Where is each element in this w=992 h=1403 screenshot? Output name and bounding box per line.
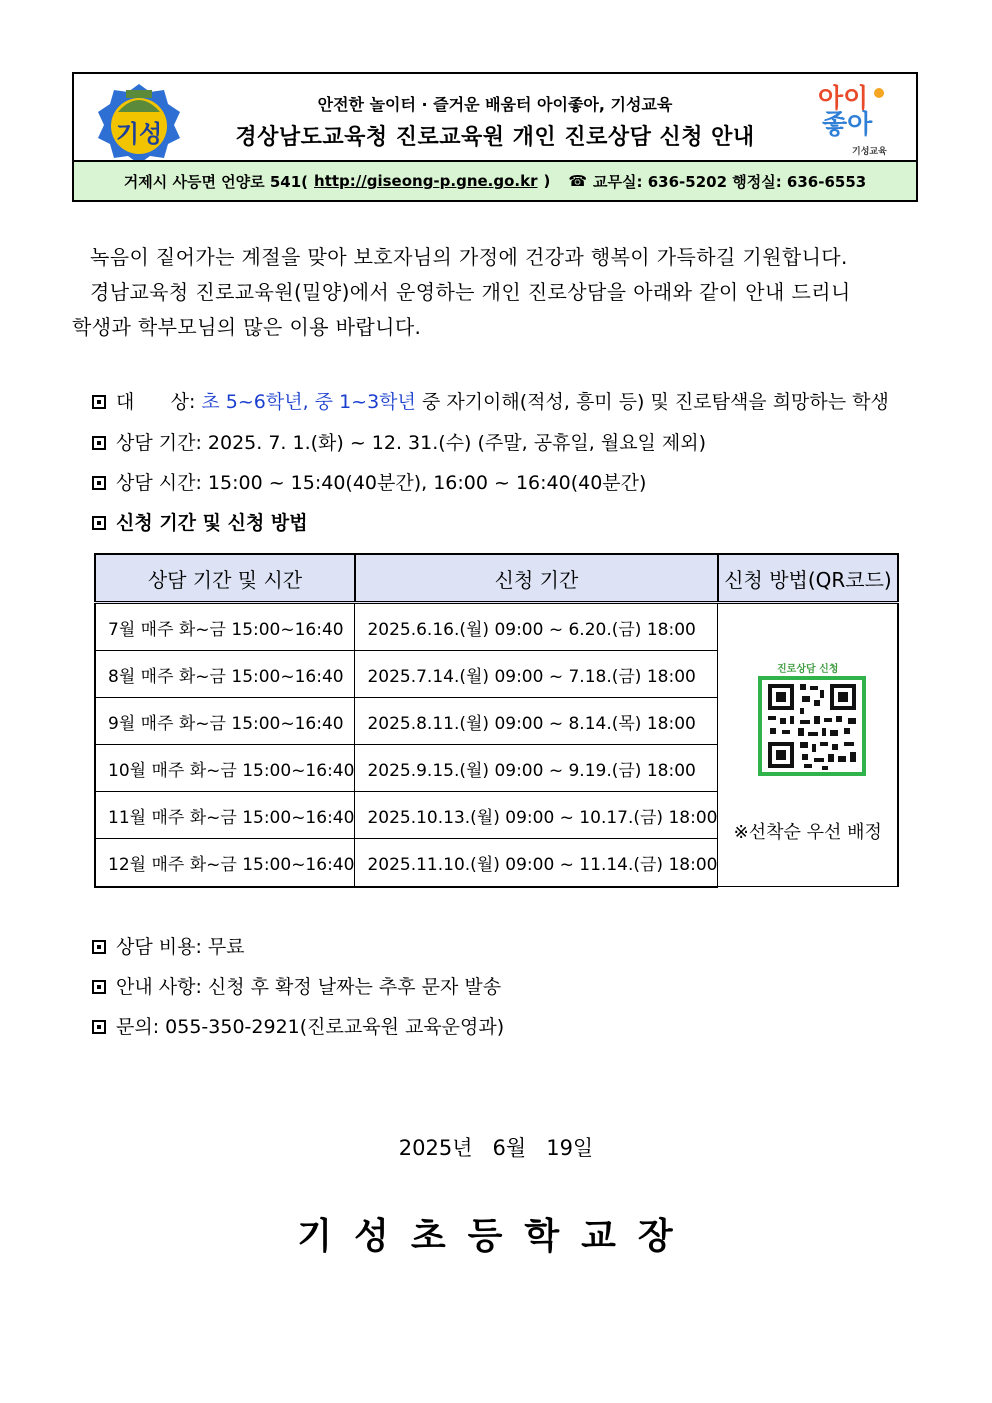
school-website-link[interactable]: http://giseong-p.gne.go.kr [314, 172, 538, 190]
period-bullet [92, 431, 706, 455]
apply-cell: 2025.7.14.(월) 09:00 ~ 7.18.(금) 18:00 [355, 651, 718, 698]
qr-code-image[interactable] [758, 676, 866, 776]
qr-label: 진로상담 신청 [777, 664, 839, 675]
phone-numbers: 교무실: 636-5202 행정실: 636-6553 [593, 172, 867, 191]
brand-logo-line2: 좋아 [822, 110, 873, 140]
target-rest: 중 자기이해(적성, 흥미 등) 및 진로탐색을 희망하는 학생 [421, 391, 889, 413]
period-cell: 12월 매주 화~금 15:00~16:40 [95, 839, 355, 887]
brand-logo [812, 82, 898, 162]
header-slogan: 안전한 놀이터 · 즐거운 배움터 아이좋아, 기성교육 [317, 95, 673, 114]
period-cell: 11월 매주 화~금 15:00~16:40 [95, 792, 355, 839]
bullet-square-icon [92, 980, 106, 994]
period-cell: 9월 매주 화~금 15:00~16:40 [95, 698, 355, 745]
notice-bullet [92, 975, 501, 999]
document-date: 2025년 6월 19일 [398, 1136, 594, 1160]
contact-text: 문의: 055-350-2921(진로교육원 교육운영과) [116, 1016, 505, 1038]
period-cell: 10월 매주 화~금 15:00~16:40 [95, 745, 355, 792]
intro-line-2: 경남교육청 진로교육원(밀양)에서 운영하는 개인 진로상담을 아래와 같이 안내 드리니 [90, 280, 851, 304]
apply-cell: 2025.6.16.(월) 09:00 ~ 6.20.(금) 18:00 [355, 603, 718, 651]
page-title: 경상남도교육청 진로교육원 개인 진로상담 신청 안내 [235, 125, 755, 150]
column-header-apply: 신청 기간 [355, 554, 718, 603]
phone-icon: ☎ [568, 172, 588, 190]
target-bullet [92, 390, 889, 414]
bullet-square-icon [92, 1020, 106, 1034]
cost-bullet [92, 935, 245, 959]
apply-cell: 2025.11.10.(월) 09:00 ~ 11.14.(금) 18:00 [355, 839, 718, 887]
time-bullet [92, 471, 646, 495]
intro-line-3: 학생과 학부모님의 많은 이용 바랍니다. [72, 315, 422, 339]
period-text: 상담 기간: 2025. 7. 1.(화) ~ 12. 31.(수) (주말, 공휴일, 월요일 제외) [116, 432, 707, 454]
bullet-square-icon [92, 940, 106, 954]
target-highlight: 초 5~6학년, 중 1~3학년 [201, 391, 416, 413]
apply-cell: 2025.10.13.(월) 09:00 ~ 10.17.(금) 18:00 [355, 792, 718, 839]
apply-heading-bullet [92, 511, 308, 535]
column-header-period: 상담 기간 및 시간 [95, 554, 355, 603]
apply-heading: 신청 기간 및 신청 방법 [116, 512, 308, 534]
cost-text: 상담 비용: 무료 [116, 936, 245, 958]
bullet-square-icon [92, 395, 106, 409]
target-label: 대 상: [116, 391, 196, 413]
contact-bullet [92, 1015, 504, 1039]
qr-cell [718, 603, 898, 887]
signature-principal: 기성초등학교장 [297, 1216, 695, 1257]
table-header-row [95, 554, 898, 603]
intro-line-1: 녹음이 짙어가는 계절을 맞아 보호자님의 가정에 건강과 행복이 가득하길 기원합니다. [90, 245, 848, 269]
header-box [72, 72, 918, 202]
bullet-square-icon [92, 476, 106, 490]
contact-bar [74, 160, 916, 200]
brand-logo-line1: 아이 [818, 84, 869, 114]
brand-logo-dot [874, 88, 884, 98]
column-header-method: 신청 방법(QR코드) [718, 554, 898, 603]
period-cell: 7월 매주 화~금 15:00~16:40 [95, 603, 355, 651]
time-text: 상담 시간: 15:00 ~ 15:40(40분간), 16:00 ~ 16:40(40분간) [116, 472, 647, 494]
schedule-table [94, 553, 899, 888]
period-cell: 8월 매주 화~금 15:00~16:40 [95, 651, 355, 698]
emblem-text: 기성 [115, 120, 163, 148]
apply-cell: 2025.9.15.(월) 09:00 ~ 9.19.(금) 18:00 [355, 745, 718, 792]
notice-text: 안내 사항: 신청 후 확정 날짜는 추후 문자 발송 [116, 976, 502, 998]
brand-logo-small: 기성교육 [852, 147, 887, 157]
bullet-square-icon [92, 516, 106, 530]
apply-cell: 2025.8.11.(월) 09:00 ~ 8.14.(목) 18:00 [355, 698, 718, 745]
table-row [95, 603, 898, 651]
qr-note: ※선착순 우선 배정 [733, 822, 882, 843]
bullet-square-icon [92, 436, 106, 450]
address-close: ) [543, 172, 551, 190]
address-text: 거제시 사등면 언양로 541( [123, 172, 309, 191]
